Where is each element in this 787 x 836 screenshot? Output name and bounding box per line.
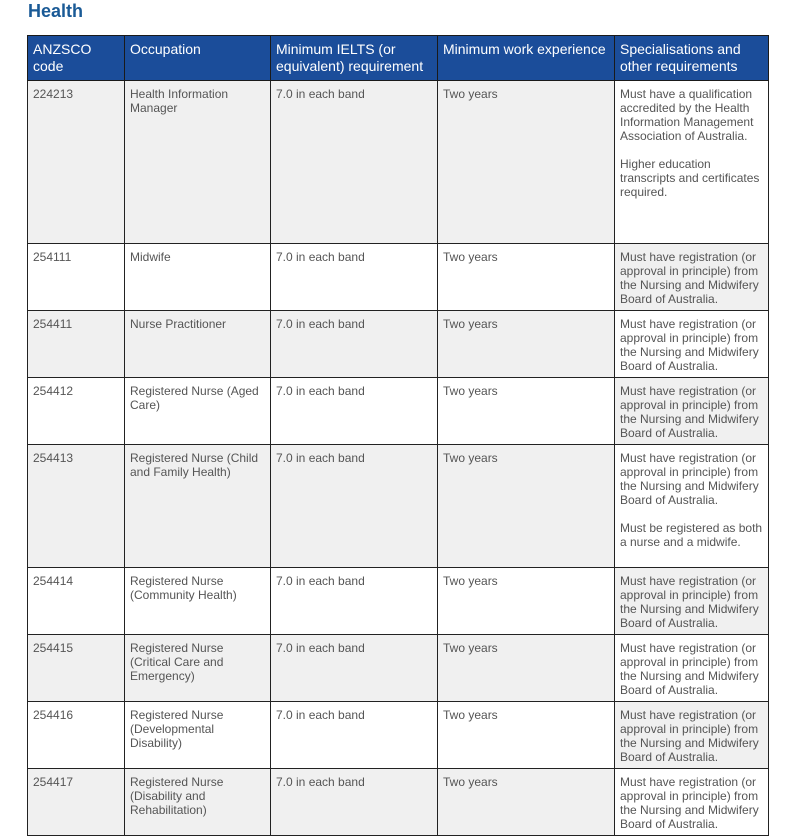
cell-code: 254111 xyxy=(28,244,125,311)
cell-ielts: 7.0 in each band xyxy=(271,311,438,378)
header-experience: Minimum work experience xyxy=(438,36,615,81)
cell-requirements xyxy=(615,311,769,378)
cell-occupation: Health Information Manager xyxy=(125,81,271,244)
cell-occupation: Registered Nurse (Disability and Rehabilitation) xyxy=(125,769,271,836)
cell-ielts: 7.0 in each band xyxy=(271,702,438,769)
cell-experience: Two years xyxy=(438,702,615,769)
cell-ielts: 7.0 in each band xyxy=(271,81,438,244)
cell-requirements xyxy=(615,244,769,311)
occupation-table xyxy=(27,35,769,836)
table-row xyxy=(28,568,769,635)
cell-ielts: 7.0 in each band xyxy=(271,445,438,568)
requirement-text: Must be registered as both a nurse and a midwife. xyxy=(620,521,763,549)
cell-experience: Two years xyxy=(438,445,615,568)
cell-code: 254417 xyxy=(28,769,125,836)
cell-ielts: 7.0 in each band xyxy=(271,244,438,311)
cell-experience: Two years xyxy=(438,568,615,635)
cell-occupation: Registered Nurse (Developmental Disability) xyxy=(125,702,271,769)
cell-occupation: Registered Nurse (Aged Care) xyxy=(125,378,271,445)
cell-requirements xyxy=(615,445,769,568)
requirement-text: Must have registration (or approval in principle) from the Nursing and Midwifery Board of Australia. xyxy=(620,451,759,507)
cell-code: 224213 xyxy=(28,81,125,244)
requirement-text: Must have registration (or approval in principle) from the Nursing and Midwifery Board of Australia. xyxy=(620,384,759,440)
page-title: Health xyxy=(28,1,84,21)
table-row xyxy=(28,311,769,378)
header-code: ANZSCO code xyxy=(28,36,125,81)
table-row xyxy=(28,702,769,769)
cell-ielts: 7.0 in each band xyxy=(271,378,438,445)
cell-code: 254414 xyxy=(28,568,125,635)
cell-experience: Two years xyxy=(438,81,615,244)
table-header-row xyxy=(28,36,769,81)
cell-occupation: Registered Nurse (Critical Care and Emergency) xyxy=(125,635,271,702)
requirement-text: Must have registration (or approval in principle) from the Nursing and Midwifery Board of Australia. xyxy=(620,708,759,764)
requirement-text: Must have a qualification accredited by the Health Information Management Association of Australia. xyxy=(620,87,754,143)
cell-requirements xyxy=(615,769,769,836)
header-ielts: Minimum IELTS (or equivalent) requirement xyxy=(271,36,438,81)
requirement-text: Must have registration (or approval in principle) from the Nursing and Midwifery Board of Australia. xyxy=(620,317,759,373)
cell-experience: Two years xyxy=(438,244,615,311)
cell-code: 254415 xyxy=(28,635,125,702)
table-row xyxy=(28,81,769,244)
cell-experience: Two years xyxy=(438,378,615,445)
table-row xyxy=(28,244,769,311)
cell-code: 254413 xyxy=(28,445,125,568)
cell-requirements xyxy=(615,568,769,635)
table-row xyxy=(28,635,769,702)
cell-requirements xyxy=(615,81,769,244)
cell-occupation: Midwife xyxy=(125,244,271,311)
cell-experience: Two years xyxy=(438,769,615,836)
cell-code: 254412 xyxy=(28,378,125,445)
cell-ielts: 7.0 in each band xyxy=(271,769,438,836)
cell-experience: Two years xyxy=(438,635,615,702)
requirement-text: Must have registration (or approval in principle) from the Nursing and Midwifery Board of Australia. xyxy=(620,574,759,630)
header-requirements: Specialisations and other requirements xyxy=(615,36,769,81)
cell-ielts: 7.0 in each band xyxy=(271,635,438,702)
cell-occupation: Nurse Practitioner xyxy=(125,311,271,378)
cell-requirements xyxy=(615,702,769,769)
table-row xyxy=(28,445,769,568)
requirement-text: Must have registration (or approval in principle) from the Nursing and Midwifery Board of Australia. xyxy=(620,250,759,306)
cell-requirements xyxy=(615,635,769,702)
cell-experience: Two years xyxy=(438,311,615,378)
requirement-text: Higher education transcripts and certificates required. xyxy=(620,157,760,199)
requirement-text: Must have registration (or approval in principle) from the Nursing and Midwifery Board of Australia. xyxy=(620,641,759,697)
cell-requirements xyxy=(615,378,769,445)
table-row xyxy=(28,378,769,445)
cell-code: 254416 xyxy=(28,702,125,769)
cell-occupation: Registered Nurse (Community Health) xyxy=(125,568,271,635)
table-row xyxy=(28,769,769,836)
cell-ielts: 7.0 in each band xyxy=(271,568,438,635)
cell-occupation: Registered Nurse (Child and Family Health) xyxy=(125,445,271,568)
cell-code: 254411 xyxy=(28,311,125,378)
requirement-text: Must have registration (or approval in principle) from the Nursing and Midwifery Board of Australia. xyxy=(620,775,759,831)
header-occupation: Occupation xyxy=(125,36,271,81)
